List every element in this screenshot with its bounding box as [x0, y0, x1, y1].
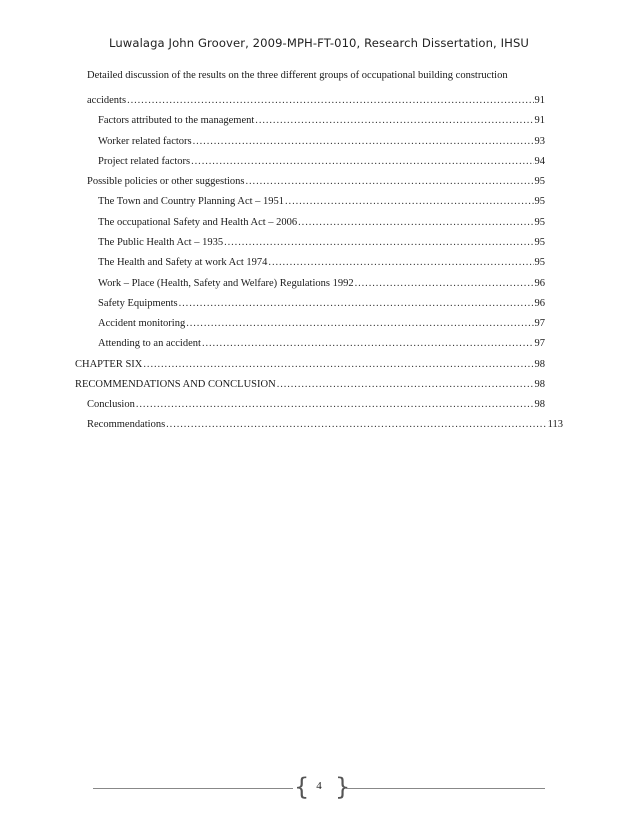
toc-entry-policies[interactable] — [87, 174, 545, 190]
dot-leader — [298, 215, 533, 231]
toc-page-number: 98 — [534, 359, 545, 370]
toc-entry-label: CHAPTER SIX — [75, 359, 143, 370]
dot-leader — [127, 93, 533, 109]
toc-entry-label: Possible policies or other suggestions — [87, 176, 245, 187]
toc-entry-label: RECOMMENDATIONS AND CONCLUSION — [75, 379, 276, 390]
toc-page-number: 97 — [534, 318, 545, 329]
toc-entry-attending-accident[interactable] — [98, 336, 545, 352]
toc-entry-label: Safety Equipments — [98, 298, 178, 309]
toc-entry-worker-factors[interactable] — [98, 134, 545, 150]
toc-page-number: 96 — [534, 298, 545, 309]
dot-leader — [255, 113, 533, 129]
dot-leader — [166, 417, 546, 433]
toc-entry-factors-management[interactable] — [98, 113, 545, 129]
toc-page-number: 91 — [534, 95, 545, 106]
footer-rule-right — [346, 788, 545, 789]
toc-entry-label: accidents — [87, 95, 127, 106]
footer-rule-left — [93, 788, 293, 789]
toc-entry-label: The Public Health Act – 1935 — [98, 237, 224, 248]
toc-page-number: 95 — [534, 217, 545, 228]
dot-leader — [246, 174, 534, 190]
toc-entry-public-health-act[interactable] — [98, 235, 545, 251]
toc-page-number: 96 — [534, 278, 545, 289]
dot-leader — [193, 134, 534, 150]
toc-page-number: 91 — [534, 115, 545, 126]
toc-page-number: 98 — [534, 379, 545, 390]
dot-leader — [136, 397, 534, 413]
toc-page-number: 95 — [534, 237, 545, 248]
toc-entry-label: Project related factors — [98, 156, 191, 167]
toc-entry-detailed-discussion[interactable] — [87, 93, 545, 109]
toc-entry-town-country-act[interactable] — [98, 194, 545, 210]
toc-page-number: 93 — [534, 136, 545, 147]
toc-page-number: 95 — [534, 257, 545, 268]
toc-page-number: 98 — [534, 399, 545, 410]
toc-entry-recommendations-conclusion[interactable] — [75, 377, 545, 393]
right-bracket-icon: } — [335, 773, 351, 801]
toc-page-number: 94 — [534, 156, 545, 167]
dot-leader — [143, 357, 533, 373]
toc-entry-label: Accident monitoring — [98, 318, 186, 329]
toc-entry-label: The Town and Country Planning Act – 1951 — [98, 196, 285, 207]
toc-entry-accident-monitoring[interactable] — [98, 316, 545, 332]
toc-page-number: 95 — [534, 196, 545, 207]
toc-entry-label: The Health and Safety at work Act 1974 — [98, 257, 268, 268]
page-number: 4 — [316, 780, 322, 792]
toc-entry-chapter-six[interactable] — [75, 357, 545, 373]
dot-leader — [224, 235, 533, 251]
running-header: Luwalaga John Groover, 2009-MPH-FT-010, Research Dissertation, IHSU — [108, 36, 530, 50]
toc-entry-osh-act[interactable] — [98, 215, 545, 231]
toc-entry-label: Conclusion — [87, 399, 135, 410]
dot-leader — [186, 316, 533, 332]
toc-entry-label: Work – Place (Health, Safety and Welfare) Regulations 1992 — [98, 278, 354, 289]
toc-entry-detailed-discussion-line1[interactable] — [87, 68, 545, 84]
toc-entry-label: Detailed discussion of the results on the three different groups of occupational building construction — [87, 70, 508, 81]
dot-leader — [355, 276, 534, 292]
toc-entry-hsw-act[interactable] — [98, 255, 545, 271]
dot-leader — [202, 336, 534, 352]
toc-page-number: 95 — [534, 176, 545, 187]
dot-leader — [179, 296, 534, 312]
toc-entry-conclusion[interactable] — [87, 397, 545, 413]
toc-page-number: 97 — [534, 338, 545, 349]
toc-entry-workplace-regulations[interactable] — [98, 276, 545, 292]
toc-entry-label: Attending to an accident — [98, 338, 201, 349]
toc-entry-label: Recommendations — [87, 419, 166, 430]
toc-page-number: 113 — [547, 419, 563, 430]
toc-entry-project-factors[interactable] — [98, 154, 545, 170]
toc-entry-label: Worker related factors — [98, 136, 192, 147]
toc-entry-label: Factors attributed to the management — [98, 115, 255, 126]
page-footer — [0, 770, 638, 810]
left-bracket-icon: { — [294, 773, 310, 801]
dot-leader — [191, 154, 533, 170]
dot-leader — [268, 255, 533, 271]
toc-entry-safety-equipments[interactable] — [98, 296, 545, 312]
dot-leader — [277, 377, 534, 393]
toc-entry-recommendations[interactable] — [87, 417, 563, 433]
dot-leader — [285, 194, 533, 210]
toc-entry-label: The occupational Safety and Health Act – 2006 — [98, 217, 298, 228]
